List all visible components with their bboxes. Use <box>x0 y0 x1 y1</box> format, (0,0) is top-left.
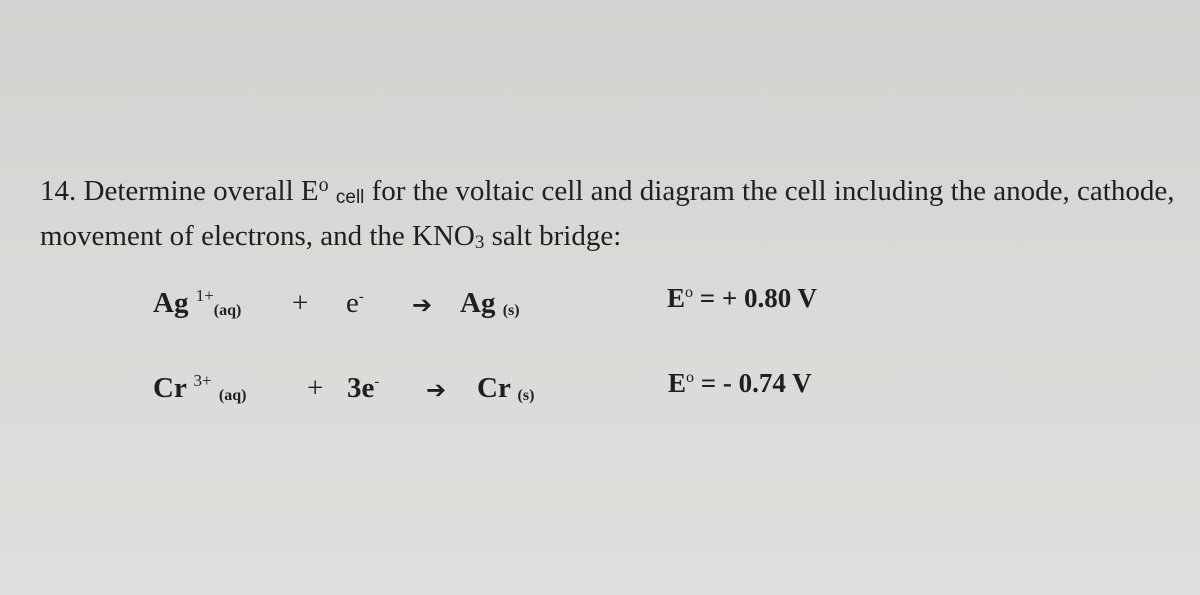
ion-charge: 1+ <box>195 286 214 305</box>
electron-charge: - <box>374 374 380 390</box>
plus-sign: + <box>292 287 309 319</box>
solid-state: (s) <box>502 302 520 319</box>
degree-symbol: o <box>685 284 694 301</box>
electron-symbol: e <box>346 287 359 319</box>
potential-value: = - 0.74 V <box>700 368 812 398</box>
question-14 <box>40 166 1190 262</box>
reaction-arrow <box>426 373 446 406</box>
potential-value: = + 0.80 V <box>699 283 818 313</box>
product-chromium <box>477 372 534 405</box>
electron-term <box>346 287 364 320</box>
question-text-kno: movement of electrons, and the KNO <box>40 220 475 252</box>
solid-state: (s) <box>517 387 535 404</box>
aqueous-state: (aq) <box>213 302 242 319</box>
reaction-arrow <box>412 288 432 321</box>
question-text-end: for the voltaic cell and diagram the cell including the anode, cathode, <box>371 175 1175 207</box>
potential-symbol: E <box>668 368 687 398</box>
question-text-start: 14. Determine overall E <box>40 175 319 207</box>
right-arrow-icon: ➔ <box>412 291 433 319</box>
plus-sign: + <box>307 372 324 404</box>
nitrate-subscript: 3 <box>474 232 485 253</box>
potential-chromium <box>668 368 812 399</box>
electron-term <box>347 372 379 405</box>
product-element: Ag <box>460 287 496 319</box>
question-line-2 <box>40 217 1190 262</box>
right-arrow-icon: ➔ <box>426 376 447 404</box>
half-reaction-silver <box>153 287 241 320</box>
degree-symbol: o <box>686 369 695 386</box>
ion-charge: 3+ <box>193 371 212 390</box>
cell-subscript: cell <box>335 187 365 208</box>
half-reaction-chromium <box>153 372 246 405</box>
standard-degree-symbol: o <box>318 174 329 196</box>
question-line-1 <box>40 166 1190 217</box>
potential-symbol: E <box>667 283 686 313</box>
product-silver <box>460 287 520 320</box>
product-element: Cr <box>477 372 511 404</box>
potential-silver <box>667 283 817 314</box>
reactant-ion: Cr <box>153 372 187 404</box>
electron-symbol: 3e <box>347 372 375 404</box>
question-text-salt-bridge: salt bridge: <box>491 220 622 252</box>
aqueous-state: (aq) <box>218 387 247 404</box>
reactant-ion: Ag <box>153 287 189 319</box>
electron-charge: - <box>358 289 364 305</box>
